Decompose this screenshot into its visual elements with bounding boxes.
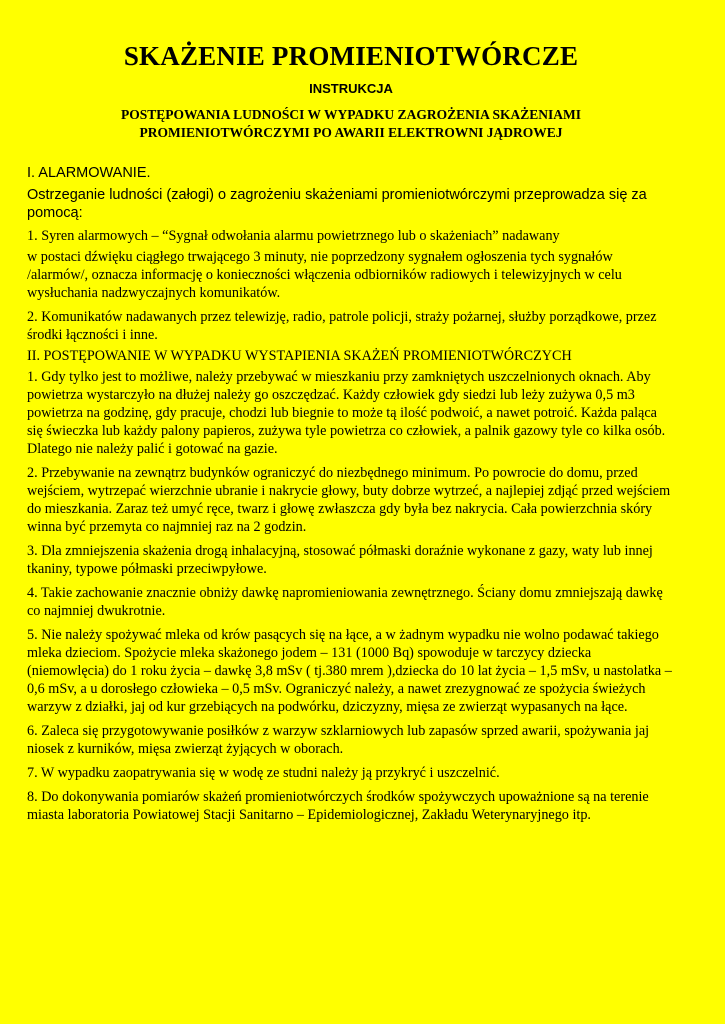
section-1-item: w postaci dźwięku ciągłego trwającego 3 minuty, nie poprzedzony sygnałem ogłoszenia tych sygnałów /alarmów/, oznacza informację o konieczności włączenia odbiorników radiowych i telewizyjnych w celu wysłuchania nadzwyczajnych komunikatów. — [27, 249, 622, 301]
section-2-item: 6. Zaleca się przygotowywanie posiłków z warzyw szklarniowych lub zapasów sprzed awarii, spożywania jaj niosek z kurników, mięsa zwierząt żyjących w oborach. — [27, 723, 650, 757]
section-1-intro: Ostrzeganie ludności (załogi) o zagrożeniu skażeniami promieniotwórczymi przeprowadza się za pomocą: — [27, 187, 647, 221]
section-2-item: 4. Takie zachowanie znacznie obniży dawkę napromieniowania zewnętrznego. Ściany domu zmniejszają dawkę co najmniej dwukrotnie. — [27, 585, 663, 619]
section-2-item: 2. Przebywanie na zewnątrz budynków ograniczyć do niezbędnego minimum. Po powrocie do domu, przed wejściem, wytrzepać wierzchnie ubranie i nakrycie głowy, buty dobrze wytrzeć, a najlepiej zdjąć przed wejściem do mieszkania. Zaraz też umyć ręce, twarz i głowę zwłaszcza gdy była bez nakrycia. Cała powierzchnia skóry winna być przemyta co najmniej raz na 2 godzin. — [27, 465, 671, 535]
section-1-item: 1. Syren alarmowych – “Sygnał odwołania alarmu powietrznego lub o skażeniach” nadawany — [27, 228, 560, 244]
section-2-item: 1. Gdy tylko jest to możliwe, należy przebywać w mieszkaniu przy zamkniętych uszczelnionych oknach. Aby powietrza wystarczyło na dłużej należy go oszczędzać. Każdy człowiek gdy siedzi lub leży zużywa 0,5 m3 powietrza na godzinę, gdy pracuje, chodzi lub biegnie to może tą ilość podwoić, a nawet potroić. Każda paląca się świeczka lub każdy palony papieros, zużywa tyle powietrza co człowiek, a palnik gazowy tyle co kilka osób. Dlatego nie należy palić i gotować na gazie. — [27, 369, 666, 457]
section-2-item: 3. Dla zmniejszenia skażenia drogą inhalacyjną, stosować półmaski doraźnie wykonane z gazy, waty lub innej tkaniny, typowe półmaski przeciwpyłowe. — [27, 543, 653, 577]
heading-line-1: POSTĘPOWANIA LUDNOŚCI W WYPADKU ZAGROŻENIA SKAŻENIAMI — [121, 107, 581, 122]
heading-line-2: PROMIENIOTWÓRCZYMI PO AWARII ELEKTROWNI JĄDROWEJ — [139, 125, 563, 140]
section-2-item: 8. Do dokonywania pomiarów skażeń promieniotwórczych środków spożywczych upoważnione są na terenie miasta laboratoria Powiatowej Stacji Sanitarno – Epidemiologicznej, Zakładu Weterynaryjnego itp. — [27, 789, 649, 823]
section-2-item: 5. Nie należy spożywać mleka od krów pasących się na łące, a w żadnym wypadku nie wolno podawać takiego mleka dzieciom. Spożycie mleka skażonego jodem – 131 (1000 Bq) spowoduje w tarczycy dziecka (niemowlęcia) do 1 roku życia – dawkę 3,8 mSv ( tj.380 mrem ),dziecka do 10 lat życia – 1,5 mSv, u nastolatka – 0,6 mSv, a u dorosłego człowieka – 0,5 mSv. Ograniczyć należy, a nawet zrezygnować ze spożycia świeżych warzyw z działki, jaj od kur grzebiących na podwórku, dziczyzny, mięsa ze zwierząt wypasanych na łące. — [27, 627, 672, 715]
section-2-item: 7. W wypadku zaopatrywania się w wodę ze studni należy ją przykryć i uszczelnić. — [27, 765, 500, 781]
section-2-title: II. POSTĘPOWANIE W WYPADKU WYSTAPIENIA SKAŻEŃ PROMIENIOTWÓRCZYCH — [27, 348, 572, 364]
section-1-item: 2. Komunikatów nadawanych przez telewizję, radio, patrole policji, straży pożarnej, służby porządkowe, przez środki łączności i inne. — [27, 309, 657, 343]
section-1-title: I. ALARMOWANIE. — [27, 165, 151, 181]
document-subtitle: INSTRUKCJA — [309, 81, 393, 96]
document-title: SKAŻENIE PROMIENIOTWÓRCZE — [123, 41, 579, 71]
document-heading — [27, 106, 675, 142]
